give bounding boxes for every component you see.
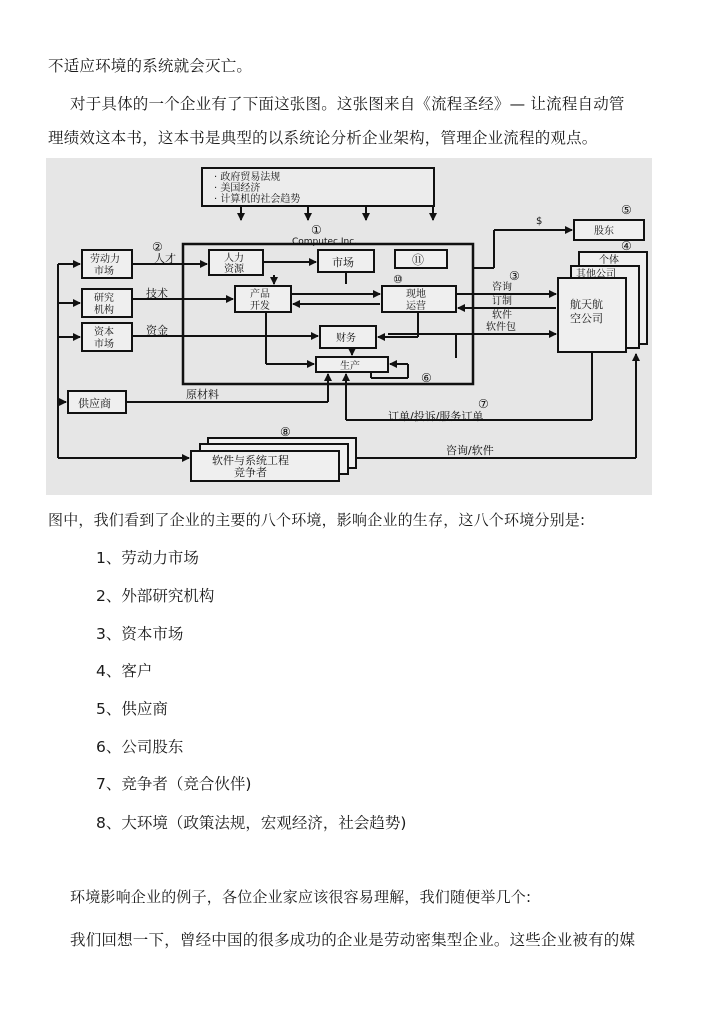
other-company-label: 其他公司 xyxy=(576,269,616,280)
list-item: 8、大环境（政策法规，宏观经济，社会趋势) xyxy=(96,814,407,832)
funds-label: 资金 xyxy=(146,324,168,337)
enterprise-environment-diagram xyxy=(46,158,652,495)
orders-complaints-label: 订单/投诉/服务订单 xyxy=(388,410,484,423)
list-item: 7、竞争者（竞合伙伴) xyxy=(96,775,252,793)
raw-material-label: 原材料 xyxy=(186,388,219,401)
circle-7-label: ⑦ xyxy=(478,397,489,411)
software-package-label: 软件包 xyxy=(486,322,516,333)
software-label: 软件 xyxy=(492,310,512,321)
circle-1-label: ① xyxy=(311,223,322,237)
rd-line1: 产品 xyxy=(250,289,270,300)
circle-5-label: ⑤ xyxy=(621,203,632,217)
shareholder-label: 股东 xyxy=(594,226,614,237)
individual-label: 个体 xyxy=(599,255,619,266)
list-item: 3、资本市场 xyxy=(96,625,184,643)
circle-6-label: ⑥ xyxy=(421,371,432,385)
intro-paragraph-1: 不适应环境的系统就会灭亡。 xyxy=(48,57,253,75)
macro-item-3: · 计算机的社会趋势 xyxy=(214,194,301,205)
list-item: 4、客户 xyxy=(96,662,153,680)
labor-market-line2: 市场 xyxy=(94,266,114,277)
market-label: 市场 xyxy=(332,256,354,269)
macro-item-2: · 美国经济 xyxy=(214,183,261,194)
research-line1: 研究 xyxy=(94,293,114,304)
circle-2-label: ② xyxy=(152,240,163,254)
ops-line1: 现地 xyxy=(406,289,426,300)
circle-4-label: ④ xyxy=(621,239,632,253)
competitor-line2: 竞争者 xyxy=(234,466,267,479)
rd-line2: 开发 xyxy=(250,301,270,312)
list-item: 2、外部研究机构 xyxy=(96,587,215,605)
example-intro-paragraph: 环境影响企业的例子，各位企业家应该很容易理解，我们随便举几个: xyxy=(70,888,532,906)
aerospace-line2: 空公司 xyxy=(570,312,603,325)
intro-paragraph-3: 理绩效这本书，这本书是典型的以系统论分析企业架构，管理企业流程的观点。 xyxy=(48,129,598,147)
aerospace-line1: 航天航 xyxy=(570,298,603,311)
circle-11-label: ⑪ xyxy=(412,253,425,267)
intro-paragraph-2: 对于具体的一个企业有了下面这张图。这张图来自《流程圣经》— 让流程自动管 xyxy=(70,95,625,113)
list-item: 5、供应商 xyxy=(96,700,168,718)
circle-10-label: ⑩ xyxy=(393,273,403,286)
hr-line2: 资源 xyxy=(224,264,244,275)
circle-8-label: ⑧ xyxy=(280,425,291,439)
labor-intensive-paragraph: 我们回想一下，曾经中国的很多成功的企业是劳动密集型企业。这些企业被有的媒 xyxy=(70,931,636,949)
list-item: 1、劳动力市场 xyxy=(96,549,199,567)
research-line2: 机构 xyxy=(94,305,114,316)
supplier-label: 供应商 xyxy=(78,397,111,410)
tech-label: 技术 xyxy=(146,287,168,300)
capital-line1: 资本 xyxy=(94,327,114,338)
macro-item-1: · 政府贸易法规 xyxy=(214,172,281,183)
consult-software-label: 咨询/软件 xyxy=(446,444,494,457)
finance-label: 财务 xyxy=(336,333,356,344)
figure-caption: 图中，我们看到了企业的主要的八个环境，影响企业的生存，这八个环境分别是: xyxy=(48,511,586,529)
order-label: 订制 xyxy=(492,296,512,307)
circle-3-label: ③ xyxy=(509,269,520,283)
capital-line2: 市场 xyxy=(94,339,114,350)
talent-label: 人才 xyxy=(154,252,176,265)
dollar-label: $ xyxy=(536,216,543,227)
labor-market-line1: 劳动力 xyxy=(90,254,120,265)
production-label: 生产 xyxy=(340,361,360,372)
ops-line2: 运营 xyxy=(406,301,426,312)
hr-line1: 人力 xyxy=(224,253,244,264)
consult-label: 咨询 xyxy=(492,282,512,293)
list-item: 6、公司股东 xyxy=(96,738,184,756)
company-name: Computec,Inc. xyxy=(292,237,358,247)
competitor-line1: 软件与系统工程 xyxy=(212,454,289,467)
